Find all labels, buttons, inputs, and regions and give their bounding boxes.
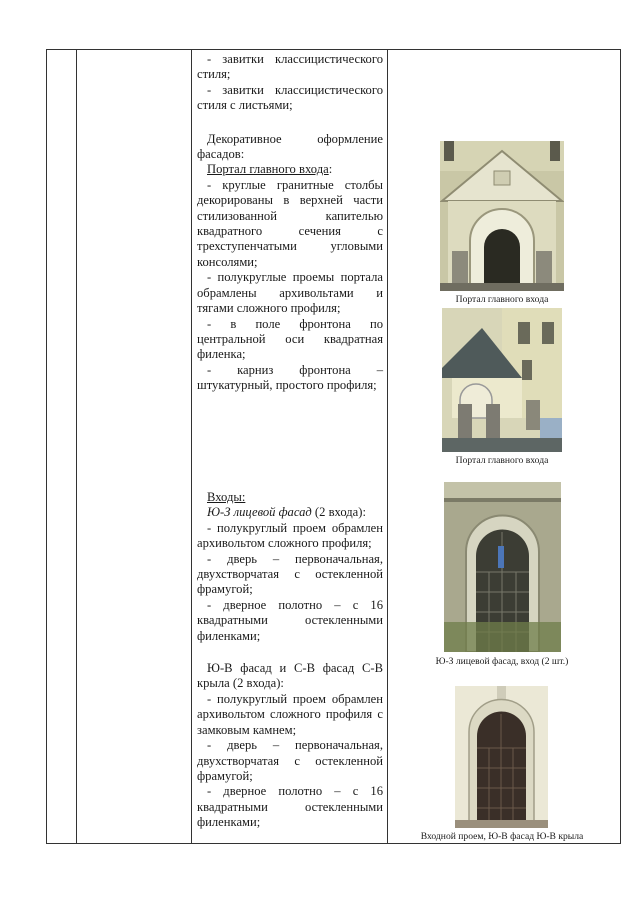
photo-caption: Входной проем, Ю-В фасад Ю-В крыла <box>420 831 584 842</box>
photo-caption: Ю-З лицевой фасад, вход (2 шт.) <box>435 656 569 667</box>
list-item: - карниз фронтона – штукатурный, простого профиля; <box>197 362 383 393</box>
sw-entrance-photo-image <box>444 482 561 652</box>
description-text: - завитки классицистического стиля; - завитки классицистического стиля с листьями; Декоративное оформление фасадов: Портал главного входа: - круглые гранитные столбы декорированы в верхней части стилизованной капителью квадратного сечения с трехступенчатыми угловыми консолями; - полукруглые проемы портала обрамлены архивольтами и тягами сложного профиля; - в поле фронтона по центральной оси квадратная филенка; - карниз фронтона – штукатурный, простого профиля; <box>197 52 383 393</box>
se-facade-title: Ю-В фасад и С-В фасад С-В крыла (2 входа): <box>197 661 383 691</box>
se-entrance-photo <box>455 686 548 828</box>
list-item: - дверь – первоначальная, двухстворчатая с остекленной фрамугой; <box>197 738 383 783</box>
entrances-text <box>197 490 383 831</box>
table-border-col1 <box>76 49 77 844</box>
photo-caption: Портал главного входа <box>455 455 549 466</box>
table-bottom-border <box>46 843 620 844</box>
list-item: - полукруглый проем обрамлен архивольтом сложного профиля; <box>197 520 383 551</box>
se-entrance-photo-image <box>455 686 548 828</box>
list-item: - завитки классицистического стиля с листьями; <box>197 82 383 113</box>
list-item: - полукруглый проем обрамлен архивольтом сложного профиля с замковым камнем; <box>197 691 383 737</box>
sw-entrance-photo <box>444 482 561 652</box>
table-border-col2 <box>191 49 192 844</box>
portal-photo-1-image <box>440 141 564 291</box>
table-top-border <box>46 49 620 50</box>
table-border-right <box>620 49 621 844</box>
entrances-title: Входы: <box>207 490 246 504</box>
list-item: - в поле фронтона по центральной оси квадратная филенка; <box>197 316 383 362</box>
photo-caption: Портал главного входа <box>455 294 549 305</box>
list-item: - завитки классицистического стиля; <box>197 52 383 82</box>
portal-title: Портал главного входа <box>207 162 329 177</box>
list-item: - дверное полотно – с 16 квадратными остекленными филенками; <box>197 597 383 643</box>
table-border-left <box>46 49 47 844</box>
portal-photo-1 <box>440 141 564 291</box>
portal-photo-2 <box>442 308 562 452</box>
sw-facade-count: (2 входа): <box>311 505 366 520</box>
portal-photo-2-image <box>442 308 562 452</box>
table-border-col3 <box>387 49 388 844</box>
list-item: - дверь – первоначальная, двухстворчатая с остекленной фрамугой; <box>197 551 383 597</box>
sw-facade-title: Ю-З лицевой фасад <box>207 505 312 520</box>
list-item: - круглые гранитные столбы декорированы в верхней части стилизованной капителью квадратного сечения с трехступенчатыми угловыми консолями; <box>197 177 383 269</box>
list-item: - полукруглые проемы портала обрамлены архивольтами и тягами сложного профиля; <box>197 270 383 316</box>
list-item: - дверное полотно – с 16 квадратными остекленными филенками; <box>197 784 383 830</box>
facade-heading: Декоративное оформление фасадов: <box>197 131 383 162</box>
